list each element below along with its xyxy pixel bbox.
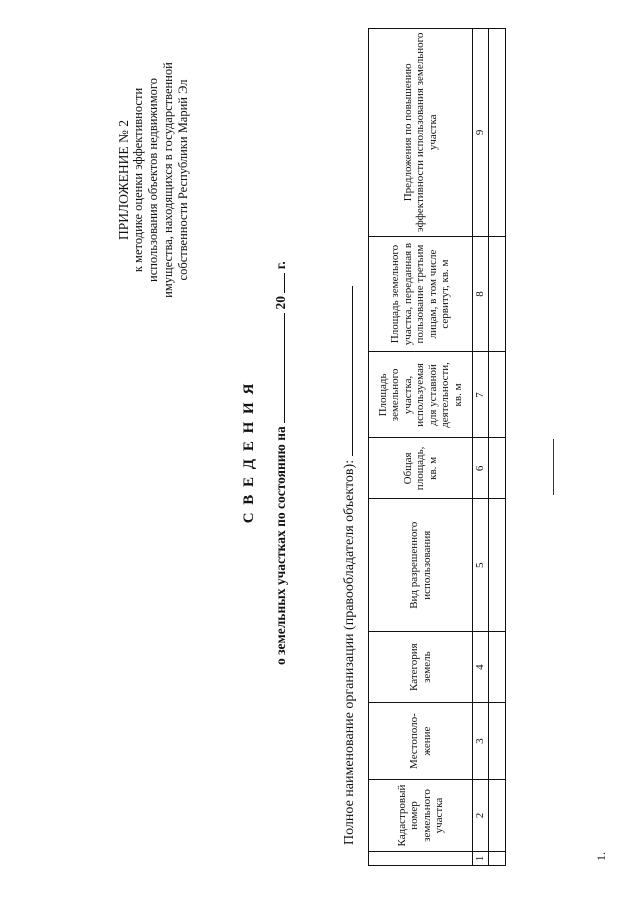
- header-cell: Категория земель: [369, 632, 473, 703]
- date-blank: [272, 313, 285, 423]
- organization-label: Полное наименование организации (правообладателя объектов):: [342, 459, 357, 845]
- subtitle-suffix: г.: [273, 261, 288, 270]
- subtitle-prefix: о земельных участках по состоянию на: [273, 426, 288, 665]
- appendix-heading: ПРИЛОЖЕНИЕ № 2: [116, 119, 131, 241]
- column-number: 1: [473, 852, 489, 866]
- column-number: 8: [473, 236, 489, 352]
- header-cell: Общая площадь, кв. м: [369, 438, 473, 499]
- appendix-line: к методике оценки эффективности: [131, 87, 145, 273]
- header-cell: Площадь земельного участка, переданная в пользование третьим лицам, в том числе сервитут, кв. м: [369, 236, 473, 352]
- column-number: 3: [473, 703, 489, 780]
- header-cell: [369, 852, 473, 866]
- organization-blank: [340, 286, 353, 456]
- header-cell: Кадастровый номер земельного участка: [369, 780, 473, 852]
- table-cell: [489, 852, 506, 866]
- table-cell: [489, 236, 506, 352]
- column-number: 4: [473, 632, 489, 703]
- header-cell: Вид разрешенного использования: [369, 499, 473, 632]
- table-cell: [489, 703, 506, 780]
- header-cell: Предложения по повышению эффективности использования земельного участка: [369, 29, 473, 237]
- table-cell: [489, 499, 506, 632]
- table-cell: [489, 352, 506, 438]
- footnote-number: 1.: [594, 852, 608, 861]
- organization-line: [340, 286, 358, 845]
- appendix-block: [116, 30, 191, 330]
- table-row: [489, 29, 506, 866]
- table-number-row: [473, 29, 489, 866]
- column-number: 7: [473, 352, 489, 438]
- header-cell: Площадь земельного участка, используемая для уставной деятельности, кв. м: [369, 352, 473, 438]
- table-header-row: [369, 29, 473, 866]
- appendix-line: собственности Республики Марий Эл: [176, 79, 190, 281]
- column-number: 2: [473, 780, 489, 852]
- column-number: 6: [473, 438, 489, 499]
- appendix-line: имущества, находящихся в государственной: [161, 62, 175, 298]
- form-title: С В Е Д Е Н И Я: [241, 381, 257, 524]
- table-cell: [489, 780, 506, 852]
- table-cell: [489, 29, 506, 237]
- header-cell: Местополо-жение: [369, 703, 473, 780]
- appendix-line: использования объектов недвижимого: [146, 78, 160, 282]
- table-cell: [489, 438, 506, 499]
- year-prefix: 20: [273, 296, 288, 310]
- table-cell: [489, 632, 506, 703]
- column-number: 5: [473, 499, 489, 632]
- land-plots-table: [368, 28, 506, 866]
- year-blank: [272, 273, 285, 293]
- form-subtitle: [272, 261, 289, 665]
- column-number: 9: [473, 29, 489, 237]
- separator-line: [553, 439, 554, 495]
